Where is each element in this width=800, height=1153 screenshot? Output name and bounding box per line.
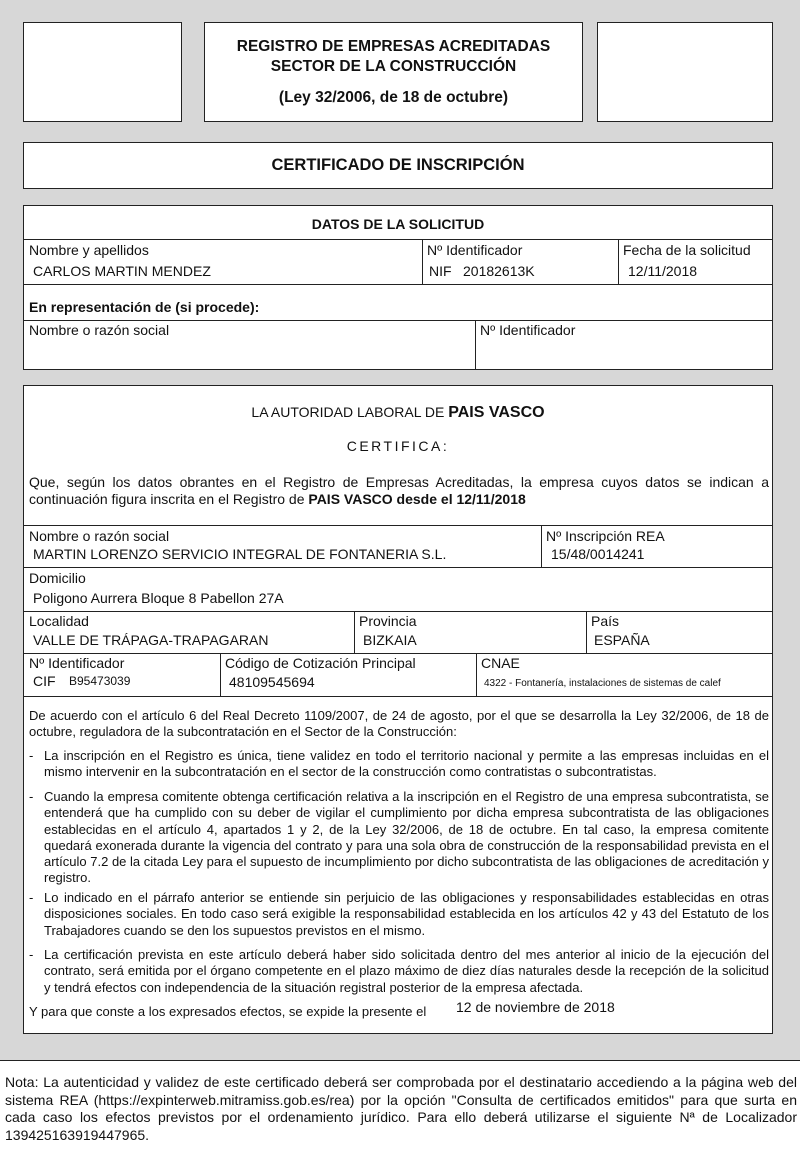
bullet: - [29, 890, 34, 905]
header-left-logo-box [23, 22, 182, 122]
divider [476, 653, 477, 696]
legal-item-text: Lo indicado en el párrafo anterior se entiende sin perjuicio de las obligaciones y responsabilidades establecidas en otras disposiciones sociales. En todo caso será exigible la responsabilidad establecida en los artículos 42 y 43 del Estatuto de los Trabajadores cuando se den los supuestos previstos en el mismo. [44, 890, 769, 938]
intro-bold: PAIS VASCO desde el 12/11/2018 [308, 491, 526, 507]
representation-label: En representación de (si procede): [29, 299, 260, 315]
issue-date: 12 de noviembre de 2018 [456, 999, 615, 1015]
divider [24, 653, 772, 654]
divider [24, 284, 772, 285]
header-title-line1: REGISTRO DE EMPRESAS ACREDITADAS [236, 38, 551, 55]
company-name-label: Nombre o razón social [29, 528, 170, 544]
certificate-title-box [23, 142, 773, 189]
legal-item-text: La inscripción en el Registro es única, tiene validez en todo el territorio nacional y permite a las empresas incluidas en el mismo intervenir en la subcontratación en el sector de la construcción como contratistas o subcontratistas. [44, 748, 769, 780]
legal-item [29, 890, 769, 939]
header-law: (Ley 32/2006, de 18 de octubre) [278, 89, 509, 106]
legal-item-text: La certificación prevista en este artículo deberá haber sido solicitada dentro del mes anterior al inicio de la ejecución del contrato, será emitida por el órgano competente en el plazo máximo de diez días naturales desde la recepción de la solicitud y tendrá efectos con independencia de la situación registral posterior de la empresa afectada. [44, 947, 769, 995]
divider [24, 525, 772, 526]
divider [24, 567, 772, 568]
legal-intro: De acuerdo con el artículo 6 del Real Decreto 1109/2007, de 24 de agosto, por el que se desarrolla la Ley 32/2006, de 18 de octubre, reguladora de la subcontratación en el Sector de la Construcción: [29, 708, 769, 740]
divider [422, 239, 423, 284]
cnae-label: CNAE [481, 655, 520, 671]
requester-id-type: NIF [429, 263, 452, 279]
divider [541, 525, 542, 567]
certifica-heading: CERTIFICA: [346, 438, 450, 454]
request-section [23, 205, 773, 370]
divider [24, 696, 772, 697]
bullet: - [29, 789, 34, 804]
divider [354, 611, 355, 653]
legal-item [29, 748, 769, 781]
certificate-title: CERTIFICADO DE INSCRIPCIÓN [271, 156, 525, 174]
footer-note: Nota: La autenticidad y validez de este certificado deberá ser comprobada por el destinatario accediendo a la página web del sistema REA (https://expinterweb.mitramiss.gob.es/rea) por la opción "Consulta de certificados emitidos" para que surta en cada caso los efectos previstos por el ordenamiento jurídico. Para ello deberá utilizarse el siguiente Nª de Localizador 139425163919447965. [5, 1074, 797, 1143]
company-id-type: CIF [33, 673, 56, 689]
represented-name-label: Nombre o razón social [29, 322, 170, 338]
bullet: - [29, 748, 34, 763]
rea-number-value: 15/48/0014241 [551, 546, 645, 562]
authority-line [24, 404, 772, 422]
company-id-label: Nº Identificador [29, 655, 125, 671]
certification-section [23, 385, 773, 1034]
country-label: País [591, 613, 620, 629]
divider [586, 611, 587, 653]
city-label: Localidad [29, 613, 89, 629]
company-id-value: B95473039 [69, 674, 131, 688]
requester-name-value: CARLOS MARTIN MENDEZ [33, 263, 211, 279]
intro-text: Que, según los datos obrantes en el Registro de Empresas Acreditadas, la empresa cuyos datos se indican a continuación figura inscrita en el Registro de [29, 474, 769, 507]
cnae-value: 4322 - Fontanería, instalaciones de sistemas de calef [484, 678, 721, 689]
province-label: Provincia [359, 613, 417, 629]
legal-item [29, 789, 769, 887]
bullet: - [29, 947, 34, 962]
divider [220, 653, 221, 696]
company-name-value: MARTIN LORENZO SERVICIO INTEGRAL DE FONTANERIA S.L. [33, 546, 447, 562]
request-date-value: 12/11/2018 [628, 263, 698, 279]
ccc-label: Código de Cotización Principal [225, 655, 416, 671]
header-right-logo-box [597, 22, 773, 122]
requester-name-label: Nombre y apellidos [29, 242, 149, 258]
header-title-box [204, 22, 583, 122]
legal-item [29, 947, 769, 996]
requester-id-label: Nº Identificador [427, 242, 523, 258]
ccc-value: 48109545694 [229, 674, 315, 690]
requester-id-value: 20182613K [463, 263, 535, 279]
divider [24, 320, 772, 321]
province-value: BIZKAIA [363, 632, 417, 648]
authority-prefix: LA AUTORIDAD LABORAL DE [251, 404, 445, 420]
divider [475, 320, 476, 370]
header-title-line2: SECTOR DE LA CONSTRUCCIÓN [270, 58, 517, 75]
authority-name: PAIS VASCO [448, 404, 545, 421]
represented-id-label: Nº Identificador [480, 322, 576, 338]
country-value: ESPAÑA [594, 632, 650, 648]
request-section-title: DATOS DE LA SOLICITUD [311, 216, 485, 232]
legal-item-text: Cuando la empresa comitente obtenga certificación relativa a la inscripción en el Registro de una empresa subcontratista, se entenderá que ha cumplido con su deber de vigilar el cumplimiento por dicha empresa subcontratista de las obligaciones establecidas en el artículo 4, apartados 1 y 2, de la Ley 32/2006, de 18 de octubre. En tal caso, la empresa comitente quedará exonerada durante la vigencia del contrato y para una sola obra de construcción de la responsabilidad prevista en el artículo 7.2 de la citada Ley para el supuesto de incumplimiento por dicho subcontratista de las obligaciones de acreditación y registro. [44, 789, 769, 886]
city-value: VALLE DE TRÁPAGA-TRAPAGARAN [33, 632, 269, 648]
certification-intro [29, 474, 769, 508]
address-label: Domicilio [29, 570, 86, 586]
closing-text: Y para que conste a los expresados efectos, se expide la presente el [29, 1004, 427, 1019]
divider [24, 239, 772, 240]
divider [618, 239, 619, 284]
request-date-label: Fecha de la solicitud [623, 242, 751, 258]
rea-number-label: Nº Inscripción REA [546, 528, 665, 544]
address-value: Poligono Aurrera Bloque 8 Pabellon 27A [33, 590, 284, 606]
divider [24, 611, 772, 612]
